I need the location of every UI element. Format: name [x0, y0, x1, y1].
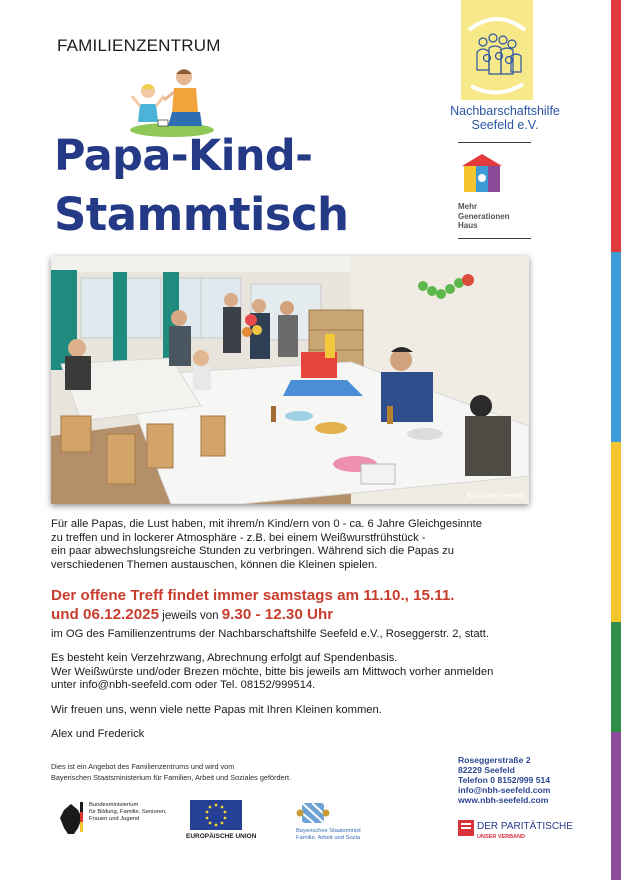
intro-line: verschiedenen Themen austauschen, können die Kleinen spielen.: [51, 558, 378, 571]
nbh-line1: Nachbarschaftshilfe: [450, 104, 560, 118]
bmfsfj-text: [89, 802, 167, 823]
mgh-text: [458, 202, 510, 231]
contact-city: 82229 Seefeld: [458, 765, 515, 775]
mgh-line1: Mehr: [458, 202, 478, 211]
kicker-familienzentrum: FAMILIENZENTRUM: [57, 36, 221, 55]
paritaet-mark-icon: [458, 820, 474, 836]
paritaet-label: DER PARITÄTISCHE: [477, 821, 573, 832]
bavaria-logo: [296, 800, 386, 842]
logo-divider-2: [458, 238, 531, 239]
father-child-illustration: [128, 64, 218, 138]
contact-street: Roseggerstraße 2: [458, 755, 531, 765]
bmfsfj-logo: [58, 800, 176, 842]
edge-yellow: [611, 442, 621, 622]
funding-note: [51, 762, 291, 783]
logo-divider-1: [458, 142, 531, 143]
location-paragraph: im OG des Familienzentrums der Nachbarschaftshilfe Seefeld e.V., Roseggerstr. 2, statt.: [51, 628, 489, 640]
info-line: Wer Weißwürste und/oder Brezen möchte, bitte bis jeweils am Mittwoch vorher anmelden: [51, 665, 494, 678]
mgh-line3: Haus: [458, 221, 478, 230]
bmfsfj-line: für Bildung, Familie, Senioren,: [89, 809, 167, 815]
bavaria-line: Familie, Arbeit und Sozia: [296, 835, 361, 841]
info-line: unter info@nbh-seefeld.com oder Tel. 08152/999514.: [51, 679, 316, 691]
nbh-logo-text: [445, 104, 565, 132]
bavaria-text: [296, 828, 361, 842]
intro-paragraph: [51, 518, 551, 572]
bavaria-crest-icon: [296, 800, 330, 826]
nbh-line2: Seefeld e.V.: [471, 118, 539, 132]
title-line-2: Stammtisch: [54, 188, 349, 241]
eu-flag-icon: [190, 800, 242, 830]
intro-line: Für alle Papas, die Lust haben, mit ihrem/n Kind/ern von 0 - ca. 6 Jahre Gleichgesinnte: [51, 518, 482, 530]
bmfsfj-line: Bundesministerium: [89, 802, 139, 808]
bmfsfj-line: Frauen und Jugend: [89, 816, 140, 822]
info-line: Es besteht kein Verzehrzwang, Abrechnung erfolgt auf Spendenbasis.: [51, 652, 398, 664]
funding-line: Bayerischen Staatsministerium für Familien, Arbeit und Soziales gefördert.: [51, 772, 292, 782]
edge-green: [611, 622, 621, 732]
edge-blue: [611, 252, 621, 442]
headline-time: 9.30 - 12.30 Uhr: [221, 606, 334, 623]
contact-phone: Telefon 0 8152/999 514: [458, 775, 551, 785]
signature: Alex und Frederick: [51, 728, 145, 740]
headline-date: und 06.12.2025: [51, 606, 160, 623]
closing-paragraph: Wir freuen uns, wenn viele nette Papas mit Ihren Kleinen kommen.: [51, 704, 382, 716]
eu-label: EUROPÄISCHE UNION: [186, 833, 257, 840]
federal-eagle-icon: [58, 800, 84, 838]
intro-line: ein paar abwechslungsreiche Stunden zu verbringen. Während sich die Papas zu: [51, 545, 454, 557]
headline-line-2: [51, 605, 571, 626]
edge-red: [611, 0, 621, 252]
photo-credit: Bild: NBH-Seefeld: [466, 493, 523, 500]
edge-purple: [611, 732, 621, 880]
info-paragraph: [51, 652, 581, 693]
paritaet-logo: [458, 818, 578, 844]
title-line-1: Papa-Kind-: [54, 131, 313, 181]
paritaet-sub: UNSER VERBAND: [477, 834, 525, 840]
nbh-logo: [461, 0, 533, 100]
mgh-line2: Generationen: [458, 211, 510, 221]
mgh-house-icon: [458, 152, 506, 194]
family-hands-icon: [461, 0, 533, 100]
intro-line: zu treffen und in lockerer Atmosphäre - z.B. bei einem Weißwurstfrühstück -: [51, 531, 426, 544]
meeting-dates-headline: [51, 586, 571, 626]
contact-website: www.nbh-seefeld.com: [458, 795, 549, 805]
contact-email: info@nbh-seefeld.com: [458, 785, 551, 795]
bavaria-line: Bayerisches Staatsminist: [296, 828, 361, 834]
headline-line-1: Der offene Treff findet immer samstags am 11.10., 15.11.: [51, 587, 455, 604]
funding-line: Dies ist ein Angebot des Familienzentrums und wird vom: [51, 762, 235, 771]
contact-block: [458, 755, 550, 805]
event-photo: [51, 256, 529, 504]
eu-logo: [186, 800, 282, 842]
headline-connector: jeweils von: [159, 610, 222, 622]
